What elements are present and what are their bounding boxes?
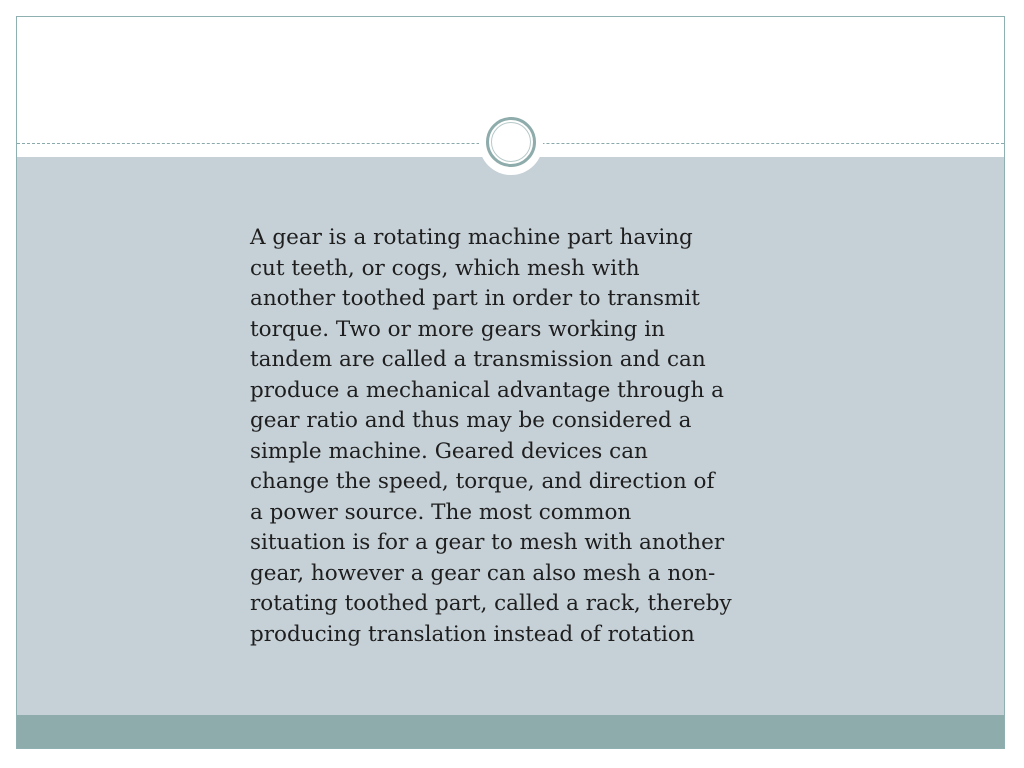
slide — [16, 16, 1005, 749]
body-text: A gear is a rotating machine part having cut teeth, or cogs, which mesh with another toothed part in order to transmit torque. Two or more gears working in tandem are called a transmission and can produce a mechanical advantage through a gear ratio and thus may be considered a simple machine. Geared devices can change the speed, torque, and direction of a power source. The most common situation is for a gear to mesh with another gear, however a gear can also mesh a non- rotating toothed part, called a rack, thereby producing translation instead of rotation — [250, 225, 732, 647]
footer-band — [17, 715, 1004, 748]
ornament-inner-circle — [491, 122, 531, 162]
